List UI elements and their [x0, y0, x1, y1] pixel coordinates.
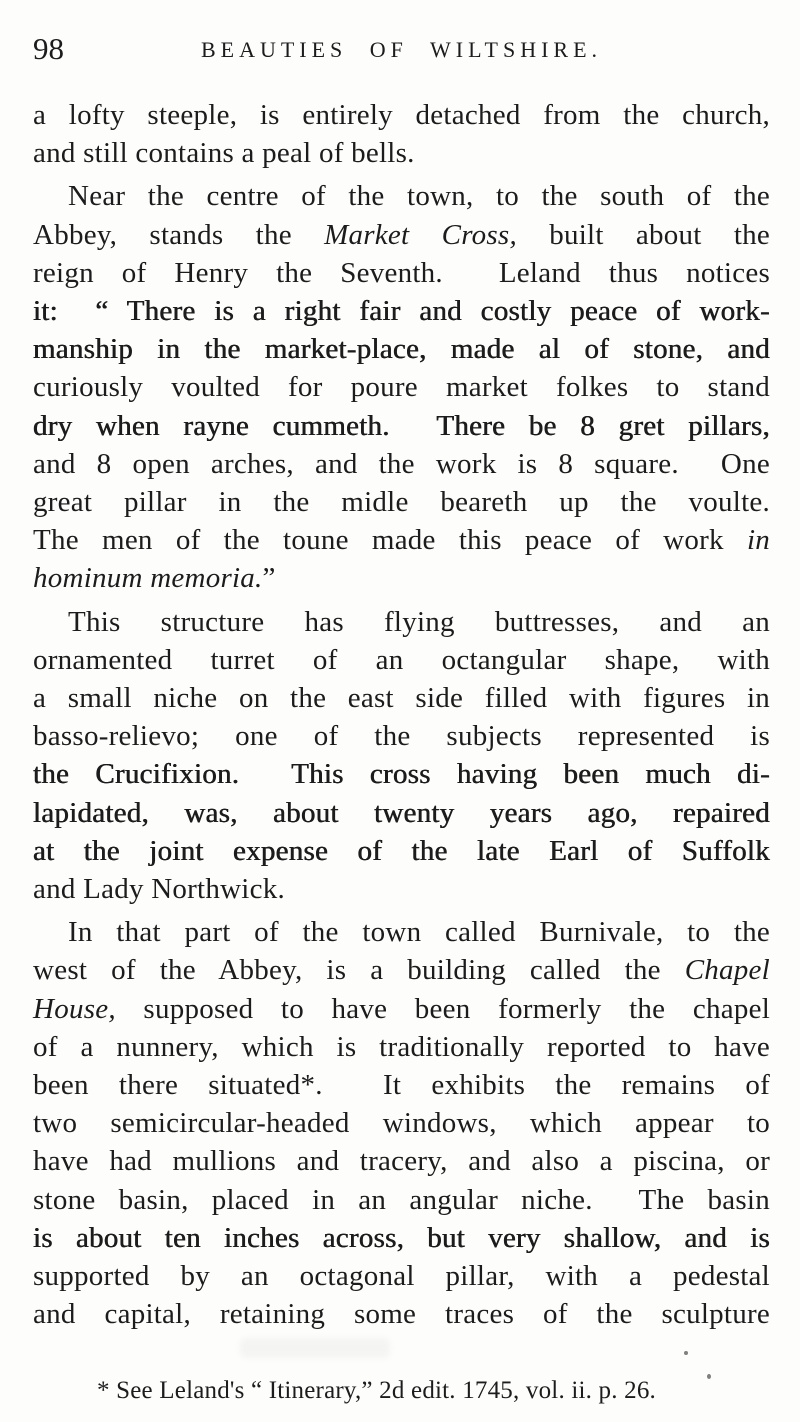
text-segment: ” [262, 562, 276, 595]
text-segment: great pillar in the midle beareth up the voulte. [33, 486, 770, 519]
text-segment: In that part of the town called Burnivale, to the [68, 916, 770, 949]
text-segment: Abbey, stands the [33, 218, 325, 251]
text-line [33, 717, 770, 755]
text-line [33, 641, 770, 679]
paragraph [33, 603, 770, 909]
text-line [33, 1181, 770, 1219]
scan-smudge [240, 1338, 390, 1358]
text-segment: supposed to have been formerly the chapel [115, 992, 770, 1025]
italic-text: House, [33, 992, 116, 1025]
text-segment: and 8 open arches, and the work is 8 square. One [33, 447, 770, 480]
text-line [33, 990, 770, 1028]
text-segment: and Lady Northwick. [33, 873, 285, 906]
text-line [33, 445, 770, 483]
page-number: 98 [33, 31, 64, 66]
italic-text: Market Cross, [324, 218, 517, 251]
text-line [33, 1028, 770, 1066]
text-segment: the Crucifixion. This cross having been much di- [33, 758, 770, 791]
italic-text: hominum memoria. [33, 562, 263, 595]
text-segment: The men of the toune made this peace of work [33, 524, 747, 557]
text-segment: is about ten inches across, but very shallow, and is [33, 1221, 770, 1254]
paragraph [33, 913, 770, 1333]
paragraph [33, 177, 770, 597]
italic-text: Chapel [684, 954, 770, 987]
text-line [33, 292, 770, 330]
text-line [33, 559, 770, 597]
text-segment: dry when rayne cummeth. There be 8 gret pillars, [33, 409, 770, 442]
text-segment: lapidated, was, about twenty years ago, repaired [33, 796, 770, 829]
text-segment: Near the centre of the town, to the south of the [68, 180, 770, 213]
text-segment: been there situated*. It exhibits the remains of [33, 1069, 770, 1102]
text-line [33, 1257, 770, 1295]
text-line [33, 216, 770, 254]
text-segment: and still contains a peal of bells. [33, 137, 415, 170]
text-line [33, 870, 770, 908]
italic-text: in [746, 524, 770, 557]
footnote: * See Leland's “ Itinerary,” 2d edit. 1745, vol. ii. p. 26. [97, 1376, 656, 1404]
text-segment: a lofty steeple, is entirely detached from the church, [33, 99, 770, 131]
text-segment: west of the Abbey, is a building called the [33, 954, 685, 987]
text-segment: basso-relievo; one of the subjects represented is [33, 720, 770, 753]
text-line [33, 177, 770, 215]
text-line [33, 96, 770, 134]
scan-speck [707, 1374, 711, 1379]
text-segment: of a nunnery, which is traditionally reported to have [33, 1030, 770, 1063]
text-line [33, 832, 770, 870]
text-segment: and capital, retaining some traces of the sculpture [33, 1298, 770, 1331]
text-line [33, 483, 770, 521]
text-line [33, 1104, 770, 1142]
text-segment: it: “ There is a right fair and costly peace of work- [33, 295, 770, 328]
text-segment: at the joint expense of the late Earl of Suffolk [33, 834, 770, 867]
text-block [33, 96, 770, 1334]
text-line [33, 134, 770, 172]
text-line [33, 603, 770, 641]
text-segment: curiously voulted for poure market folkes to stand [33, 371, 770, 404]
text-segment: supported by an octagonal pillar, with a pedestal [33, 1260, 770, 1293]
text-segment: have had mullions and tracery, and also a piscina, or [33, 1145, 770, 1178]
text-segment: This structure has flying buttresses, and an [68, 605, 770, 638]
text-segment: a small niche on the east side filled with figures in [33, 682, 770, 715]
text-segment: manship in the market-place, made al of stone, and [33, 333, 770, 366]
page-header [33, 30, 770, 67]
text-line [33, 521, 770, 559]
text-line [33, 794, 770, 832]
text-segment: built about the [516, 218, 770, 251]
text-line [33, 951, 770, 989]
text-line [33, 1142, 770, 1180]
text-line [33, 1066, 770, 1104]
text-line [33, 679, 770, 717]
text-line [33, 1295, 770, 1333]
text-segment: stone basin, placed in an angular niche. The basin [33, 1183, 770, 1216]
scan-speck [684, 1351, 688, 1355]
text-line [33, 254, 770, 292]
text-segment: ornamented turret of an octangular shape, with [33, 643, 770, 676]
text-line [33, 368, 770, 406]
text-segment: reign of Henry the Seventh. Leland thus notices [33, 256, 770, 289]
text-segment: two semicircular-headed windows, which appear to [33, 1107, 770, 1140]
text-line [33, 1219, 770, 1257]
text-line [33, 407, 770, 445]
text-line [33, 330, 770, 368]
text-line [33, 913, 770, 951]
paragraph [33, 96, 770, 172]
text-line [33, 755, 770, 793]
running-title: BEAUTIES OF WILTSHIRE. [200, 37, 603, 62]
